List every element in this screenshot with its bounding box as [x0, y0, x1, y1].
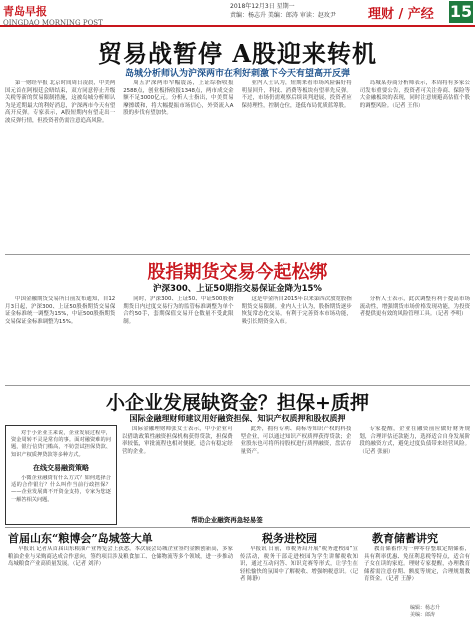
article2-col3: 这是中金所自2015年以来第四次放宽股指期货交易限制。业内人士认为，股指期货逐步恢复常态化交易，有利于完善资本市场功能，吸引长期资金入市。 — [241, 296, 352, 325]
article1-subtitle: 岛城分析师认为沪深两市在利好刺激下今天有望高开反弹 — [124, 69, 350, 79]
article3-title: 小企业发展缺资金？担保+质押 — [106, 392, 369, 414]
editors-line: 责编：杨志升 美编：郎涛 审读：赵玫尹 — [230, 12, 336, 19]
article1-col4: 岛城某券商分析师表示，本周将有多家公司发布重要公告，投资者可关注券商、保险等大金融板块的表现，同时注意规避高估值个股的调整风险。（记者 王伟） — [359, 80, 470, 109]
footer-designer: 美编：郎涛 — [410, 612, 436, 618]
article4-text: 早报讯 记者从首届山东粮油产业博览会上获悉，本次展会岛城企业签约金额创新高，多家粮油企业与采购商达成合作意向，签约项目涉及粮食加工、仓储物流等多个领域，进一步推动岛城粮食产业高质量发展。（记者 刘洋） — [8, 546, 233, 568]
article5-text: 早报讯 日前，市税务局开展“税务进校园”宣传活动，税务干部走进校园为学生讲解税收知识，通过互动问答、知识竞赛等形式，让学生在轻松愉快的氛围中了解税收、增强纳税意识。（记者 陈静） — [240, 546, 358, 583]
article2-col1: 中国金融期货交易所日前发布通知，自12月3日起，沪深300、上证50股指期货交易保证金标准统一调整为15%，中证500股指期货交易保证金标准调整为15%。 — [5, 296, 116, 325]
page-header — [0, 0, 475, 27]
article4-body — [8, 546, 233, 616]
divider — [5, 527, 470, 528]
issue-date: 2018年12月3日 星期一 — [230, 3, 295, 10]
article5-body — [240, 546, 358, 616]
logo-subtext: QINGDAO MORNING POST — [3, 19, 103, 27]
article5-title: 税务进校园 — [262, 532, 317, 545]
box-subheading: 帮助企业融资再急轻易签 — [191, 516, 263, 524]
article2-title: 股指期货交易今起松绑 — [147, 262, 328, 283]
box-intro — [11, 430, 111, 460]
page-number: 15 — [449, 2, 473, 21]
logo-text: 青岛早报 — [3, 5, 47, 18]
footer-editor: 编辑：杨志升 — [410, 605, 441, 611]
section-title: 理财 / 产经 — [368, 7, 434, 22]
article4-title: 首届山东“粮博会”岛城签大单 — [8, 532, 153, 545]
article2-col2: 同时，沪深300、上证50、中证500股指期货日内过度交易行为的监管标准调整为单个合约50手，套期保值交易开仓数量不受此限制。 — [123, 296, 234, 325]
box-text: 小微企业融资有什么方式？如何选择合适的合作银行？什么叫作当前行政担保？——企业发展离不开资金支持，专家为您逐一解答相关问题。 — [11, 475, 111, 503]
newspaper-logo — [3, 3, 103, 27]
article6-text: 教育储蓄作为一种零存整取定期储蓄，具有利率优惠、免征利息税等特点，适合有子女在读的家庭。理财专家提醒，办理教育储蓄需注意存期、额度等规定，合理规划教育资金。（记者 王静） — [364, 546, 470, 583]
article6-body — [364, 546, 470, 602]
box-heading: 在线交易融资策略 — [33, 464, 89, 472]
header-meta — [230, 2, 336, 20]
article3-col2: 国际金融理财师张女士表示，中小企业可以借助政策性融资担保机构获得贷款，担保费率较低，审批流程也相对便捷，适合有稳定经营的企业。 — [122, 426, 233, 455]
article1-title: 贸易战暂停 A股迎来转机 — [98, 39, 377, 68]
article6-title: 教育储蓄讲究 — [372, 532, 438, 545]
divider — [5, 385, 470, 386]
article1-body — [5, 80, 470, 252]
article1-col3: 业内人士认为，短期来看市场风险偏好将明显回升，科技、消费等板块有望率先反弹。不过，市场仍需观察后续谈判进展，投资者应保持理性，控制仓位，逢低布局优质蓝筹股。 — [241, 80, 352, 109]
sidebar-box — [5, 425, 117, 525]
article3-col3: 此外，拥有专利、商标等知识产权的科技型企业，可以通过知识产权质押获得贷款；企业股东也可将所持股权进行质押融资，盘活存量资产。 — [240, 426, 352, 455]
article3-col4: 专家提醒，企业在融资前应做好财务规划，合理评估还款能力，选择适合自身发展阶段的融资方式，避免过度负债带来经营风险。（记者 张丽） — [359, 426, 471, 455]
box-text-wrap — [11, 475, 111, 504]
article3-col1: 对于小企业主来说，企业发展过程中，资金周转不灵是常有的事。面对融资难的问题，银行信贷门槛高，不妨尝试担保贷款、知识产权质押贷款等多种方式。 — [11, 430, 111, 458]
article2-subtitle: 沪深300、上证50期指交易保证金降为15% — [153, 284, 322, 294]
divider — [5, 254, 470, 255]
article3-body — [122, 426, 470, 510]
article1-col1: 第一财经早报 北京时间周日凌晨，中美两国元首在阿根廷会晤结束，双方同意停止升级关税等新的贸易限制措施，这被岛城分析师认为是近期最大的利好消息，沪深两市今天有望高开反弹。专家表示，A股短期内有望走出一波反弹行情，但投资者仍需注意追高风险。 — [5, 80, 116, 124]
article3-subtitle: 国际金融理财师建议用好融资担保、知识产权质押和股权质押 — [129, 414, 346, 423]
article2-body — [5, 296, 470, 384]
article2-col4: 分析人士表示，此次调整有利于提高市场流动性，增强期货市场价格发现功能，为投资者提供更有效的风险管理工具。（记者 李明） — [359, 296, 470, 318]
article1-col2: 周五沪深两市窄幅震荡，上证综指收报2588点，创业板指收报1348点，两市成交金额不足3000亿元。分析人士指出，中美贸易摩擦缓和，将大幅提振市场信心，外资流入A股的步伐有望加快。 — [123, 80, 234, 117]
